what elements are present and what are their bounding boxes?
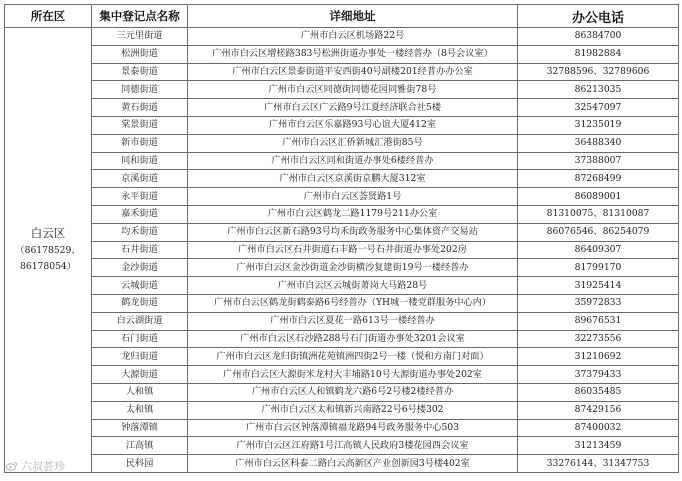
phone-cell: 81799170 bbox=[518, 259, 679, 277]
watermark-text: 六叔荟珍 bbox=[21, 460, 65, 473]
address-cell: 广州市白云区云城街萧岗大马路28号 bbox=[188, 277, 518, 295]
point-name-cell: 新市街道 bbox=[92, 134, 188, 152]
address-cell: 广州市白云区机场路22号 bbox=[188, 28, 518, 46]
table-row bbox=[5, 277, 679, 295]
table-row bbox=[5, 348, 679, 366]
table-row bbox=[5, 134, 679, 152]
phone-cell: 86076546、86254079 bbox=[518, 223, 679, 241]
point-name-cell: 民科园 bbox=[92, 455, 188, 473]
table-row bbox=[5, 116, 679, 134]
point-name-cell: 太和镇 bbox=[92, 401, 188, 419]
point-name-cell: 金沙街道 bbox=[92, 259, 188, 277]
table-row bbox=[5, 63, 679, 81]
address-cell: 广州市白云区京溪街京鹏大厦312室 bbox=[188, 170, 518, 188]
address-cell: 广州市白云区乐嘉路93号心谊大厦412室 bbox=[188, 116, 518, 134]
address-cell: 广州市白云区同德街同德花园同雅街78号 bbox=[188, 81, 518, 99]
address-cell: 广州市白云区同和街道办事处6楼经普办 bbox=[188, 152, 518, 170]
phone-cell: 32273556 bbox=[518, 330, 679, 348]
table-row bbox=[5, 383, 679, 401]
header-district: 所在区 bbox=[5, 5, 92, 28]
table-row bbox=[5, 170, 679, 188]
point-name-cell: 龙归街道 bbox=[92, 348, 188, 366]
point-name-cell: 棠景街道 bbox=[92, 116, 188, 134]
table-row bbox=[5, 188, 679, 206]
address-cell: 广州市白云区钟落潭镇福龙路94号政务服务中心503 bbox=[188, 419, 518, 437]
registration-sheet bbox=[4, 4, 678, 473]
district-name: 白云区 bbox=[30, 225, 66, 240]
phone-cell: 37388007 bbox=[518, 152, 679, 170]
phone-cell: 87268499 bbox=[518, 170, 679, 188]
phone-cell: 31235019 bbox=[518, 116, 679, 134]
point-name-cell: 江高镇 bbox=[92, 437, 188, 455]
phone-cell: 33276144、31347753 bbox=[518, 455, 679, 473]
district-phone-line1: （86178529、 bbox=[15, 244, 81, 256]
table-row bbox=[5, 223, 679, 241]
point-name-cell: 景泰街道 bbox=[92, 63, 188, 81]
table-row bbox=[5, 45, 679, 63]
table-row bbox=[5, 312, 679, 330]
table-row bbox=[5, 259, 679, 277]
table-row bbox=[5, 455, 679, 473]
point-name-cell: 黄石街道 bbox=[92, 99, 188, 117]
table-body bbox=[5, 28, 679, 473]
watermark bbox=[6, 458, 65, 474]
district-phone-line2: 86178054） bbox=[20, 260, 76, 272]
phone-cell: 31213459 bbox=[518, 437, 679, 455]
address-cell: 广州市白云区鹤龙街鹤泰路6号经普办（YH城一楼党群服务中心内） bbox=[188, 294, 518, 312]
phone-cell: 81310075、81310087 bbox=[518, 205, 679, 223]
point-name-cell: 嘉禾街道 bbox=[92, 205, 188, 223]
address-cell: 广州市白云区夏花一路613号一楼经普办 bbox=[188, 312, 518, 330]
phone-cell: 86409307 bbox=[518, 241, 679, 259]
address-cell: 广州市白云区新石路93号均禾街政务服务中心集体资产交易站 bbox=[188, 223, 518, 241]
address-cell: 广州市白云区增槎路383号松洲街道办事处一楼经普办（8号会议室） bbox=[188, 45, 518, 63]
phone-cell: 89676531 bbox=[518, 312, 679, 330]
phone-cell: 86384700 bbox=[518, 28, 679, 46]
address-cell: 广州市白云区太和镇新兴南路22号6号楼302 bbox=[188, 401, 518, 419]
point-name-cell: 钟落潭镇 bbox=[92, 419, 188, 437]
point-name-cell: 均禾街道 bbox=[92, 223, 188, 241]
header-phone: 办公电话 bbox=[518, 5, 679, 28]
address-cell: 广州市白云区石沙路288号石门街道办事处3201会议室 bbox=[188, 330, 518, 348]
phone-cell: 81982884 bbox=[518, 45, 679, 63]
table-row bbox=[5, 419, 679, 437]
header-row bbox=[5, 5, 679, 28]
table-row bbox=[5, 330, 679, 348]
address-cell: 广州市白云区景泰街道平安西街40号副楼201经普办办公室 bbox=[188, 63, 518, 81]
point-name-cell: 同和街道 bbox=[92, 152, 188, 170]
header-name: 集中登记点名称 bbox=[92, 5, 188, 28]
point-name-cell: 鹤龙街道 bbox=[92, 294, 188, 312]
phone-cell: 37379433 bbox=[518, 366, 679, 384]
phone-cell: 87429156 bbox=[518, 401, 679, 419]
address-cell: 广州市白云区江府路1号江高镇人民政府3楼花园西会议室 bbox=[188, 437, 518, 455]
table-row bbox=[5, 437, 679, 455]
table-row bbox=[5, 205, 679, 223]
point-name-cell: 石门街道 bbox=[92, 330, 188, 348]
point-name-cell: 大源街道 bbox=[92, 366, 188, 384]
point-name-cell: 京溪街道 bbox=[92, 170, 188, 188]
table-row bbox=[5, 294, 679, 312]
phone-cell: 36488340 bbox=[518, 134, 679, 152]
table-row bbox=[5, 366, 679, 384]
address-cell: 广州市白云区荟贤路1号 bbox=[188, 188, 518, 206]
address-cell: 广州市白云区大源街米龙村大丰埔路10号大源街道办事处202室 bbox=[188, 366, 518, 384]
phone-cell: 86035485 bbox=[518, 383, 679, 401]
phone-cell: 86213035 bbox=[518, 81, 679, 99]
point-name-cell: 松洲街道 bbox=[92, 45, 188, 63]
phone-cell: 87400032 bbox=[518, 419, 679, 437]
point-name-cell: 云城街道 bbox=[92, 277, 188, 295]
address-cell: 广州市白云区鹤龙二路1179号211办公室 bbox=[188, 205, 518, 223]
address-cell: 广州市白云区石井街道石丰路一号石井街道办事处202房 bbox=[188, 241, 518, 259]
district-cell bbox=[5, 28, 92, 473]
header-address: 详细地址 bbox=[188, 5, 518, 28]
address-cell: 广州市白云区汇侨新城汇港街85号 bbox=[188, 134, 518, 152]
table-row bbox=[5, 81, 679, 99]
phone-cell: 86089001 bbox=[518, 188, 679, 206]
phone-cell: 35972833 bbox=[518, 294, 679, 312]
address-cell: 广州市白云区广云路9号江夏经济联合社5楼 bbox=[188, 99, 518, 117]
point-name-cell: 白云湖街道 bbox=[92, 312, 188, 330]
address-cell: 广州市白云区人和镇鹤龙六路6号2号楼2楼经普办 bbox=[188, 383, 518, 401]
phone-cell: 32547097 bbox=[518, 99, 679, 117]
registration-table bbox=[4, 4, 679, 473]
address-cell: 广州市白云区龙归街镇洲花苑镇洲四街2号一楼（悦和方南门对面） bbox=[188, 348, 518, 366]
point-name-cell: 永平街道 bbox=[92, 188, 188, 206]
table-row bbox=[5, 99, 679, 117]
address-cell: 广州市白云区金沙街道金沙街横沙复建街19号一楼经普办 bbox=[188, 259, 518, 277]
point-name-cell: 三元里街道 bbox=[92, 28, 188, 46]
phone-cell: 31925414 bbox=[518, 277, 679, 295]
phone-cell: 31210692 bbox=[518, 348, 679, 366]
point-name-cell: 同德街道 bbox=[92, 81, 188, 99]
table-row bbox=[5, 28, 679, 46]
phone-cell: 32788596、32789606 bbox=[518, 63, 679, 81]
table-row bbox=[5, 401, 679, 419]
point-name-cell: 人和镇 bbox=[92, 383, 188, 401]
weibo-icon bbox=[6, 461, 18, 471]
address-cell: 广州市白云区科泰二路白云高新区产业创新园3号楼402室 bbox=[188, 455, 518, 473]
point-name-cell: 石井街道 bbox=[92, 241, 188, 259]
table-row bbox=[5, 152, 679, 170]
table-row bbox=[5, 241, 679, 259]
